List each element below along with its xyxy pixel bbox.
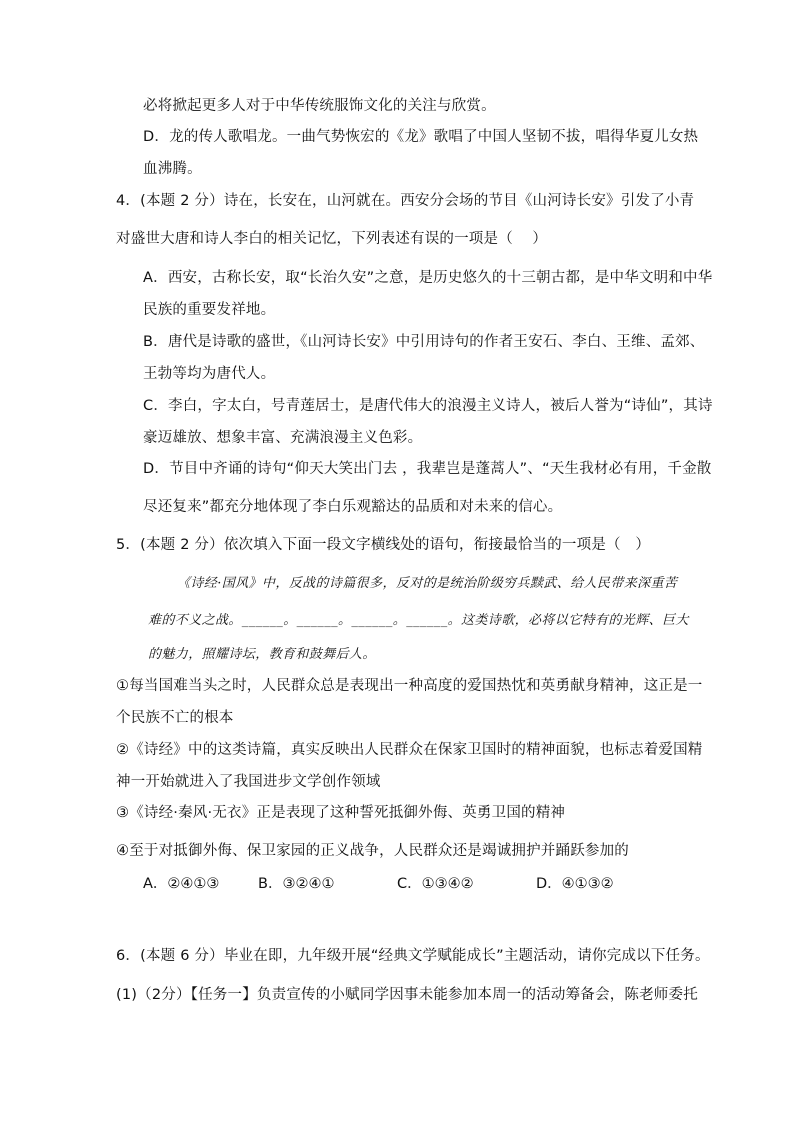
option-3d-line-2: 血沸腾。 (143, 161, 202, 177)
question-6-stem: 6．(本题 6 分）毕业在即，九年级开展“经典文学赋能成长”主题活动，请你完成以下任务。 (116, 948, 710, 964)
option-4d-line-2: 尽还复来”都充分地体现了李白乐观豁达的品质和对未来的信心。 (143, 499, 563, 515)
question-4-stem-line-2: 对盛世大唐和诗人李白的相关记忆，下列表述有误的一项是（ ） (116, 231, 548, 247)
question-6-task-1-line-1: (1)（2分）【任务一】负责宣传的小赋同学因事未能参加本周一的活动筹备会，陈老师委托 (116, 987, 698, 1003)
option-5c: C．①③④② (397, 876, 474, 892)
question-5-stem: 5．(本题 2 分）依次填入下面一段文字横线处的语句，衔接最恰当的一项是（ ） (116, 537, 651, 553)
sentence-1-line-2: 个民族不亡的根本 (116, 710, 234, 726)
option-4a-line-2: 民族的重要发祥地。 (143, 302, 276, 318)
question-5-options (143, 874, 663, 896)
option-5a: A．②④①③ (143, 876, 220, 892)
sentence-1-line-1: ①每当国难当头之时，人民群众总是表现出一种高度的爱国热忱和英勇献身精神，这正是一 (116, 678, 703, 694)
option-4b-line-2: 王勃等均为唐代人。 (143, 366, 276, 382)
option-5b: B．③②④① (258, 876, 335, 892)
option-4b-line-1: B．唐代是诗歌的盛世，《山河诗长安》中引用诗句的作者王安石、李白、王维、孟郊、 (143, 334, 705, 350)
sentence-2-line-2: 神一开始就进入了我国进步文学创作领域 (116, 774, 381, 790)
option-4c-line-1: C．李白，字太白，号青莲居士，是唐代伟大的浪漫主义诗人，被后人誉为“诗仙”，其诗 (143, 398, 713, 414)
question-5-passage-line-3: 的魅力，照耀诗坛，教育和鼓舞后人。 (148, 647, 376, 662)
option-4c-line-2: 豪迈雄放、想象丰富、充满浪漫主义色彩。 (143, 430, 423, 446)
question-4-stem-line-1: 4．(本题 2 分）诗在，长安在，山河就在。西安分会场的节目《山河诗长安》引发了小青 (116, 193, 695, 209)
option-5d: D．④①③② (536, 876, 614, 892)
sentence-4: ④至于对抵御外侮、保卫家园的正义战争，人民群众还是竭诚拥护并踊跃参加的 (116, 843, 629, 859)
sentence-2-line-1: ②《诗经》中的这类诗篇，真实反映出人民群众在保家卫国时的精神面貌，也标志着爱国精 (116, 742, 703, 758)
option-4d-line-1: D．节目中齐诵的诗句“仰天大笑出门去 ，我辈岂是蓬蒿人”、“天生我材必有用，千金散 (143, 461, 712, 477)
sentence-3: ③《诗经·秦风·无衣》正是表现了这种誓死抵御外侮、英勇卫国的精神 (116, 805, 566, 821)
option-3d-line-1: D．龙的传人歌唱龙。一曲气势恢宏的《龙》歌唱了中国人坚韧不拔，唱得华夏儿女热 (143, 129, 699, 145)
text-line-q3-tail: 必将掀起更多人对于中华传统服饰文化的关注与欣赏。 (143, 98, 496, 114)
question-5-passage-line-1: 《诗经·国风》中，反战的诗篇很多，反对的是统治阶级穷兵黩武、给人民带来深重苦 (177, 576, 678, 591)
option-4a-line-1: A．西安，古称长安，取“长治久安”之意，是历史悠久的十三朝古都，是中华文明和中华 (143, 270, 713, 286)
question-5-passage-line-2: 难的不义之战。______。______。______。______。这类诗歌，必将以它特有的光辉、巨大 (148, 613, 689, 628)
